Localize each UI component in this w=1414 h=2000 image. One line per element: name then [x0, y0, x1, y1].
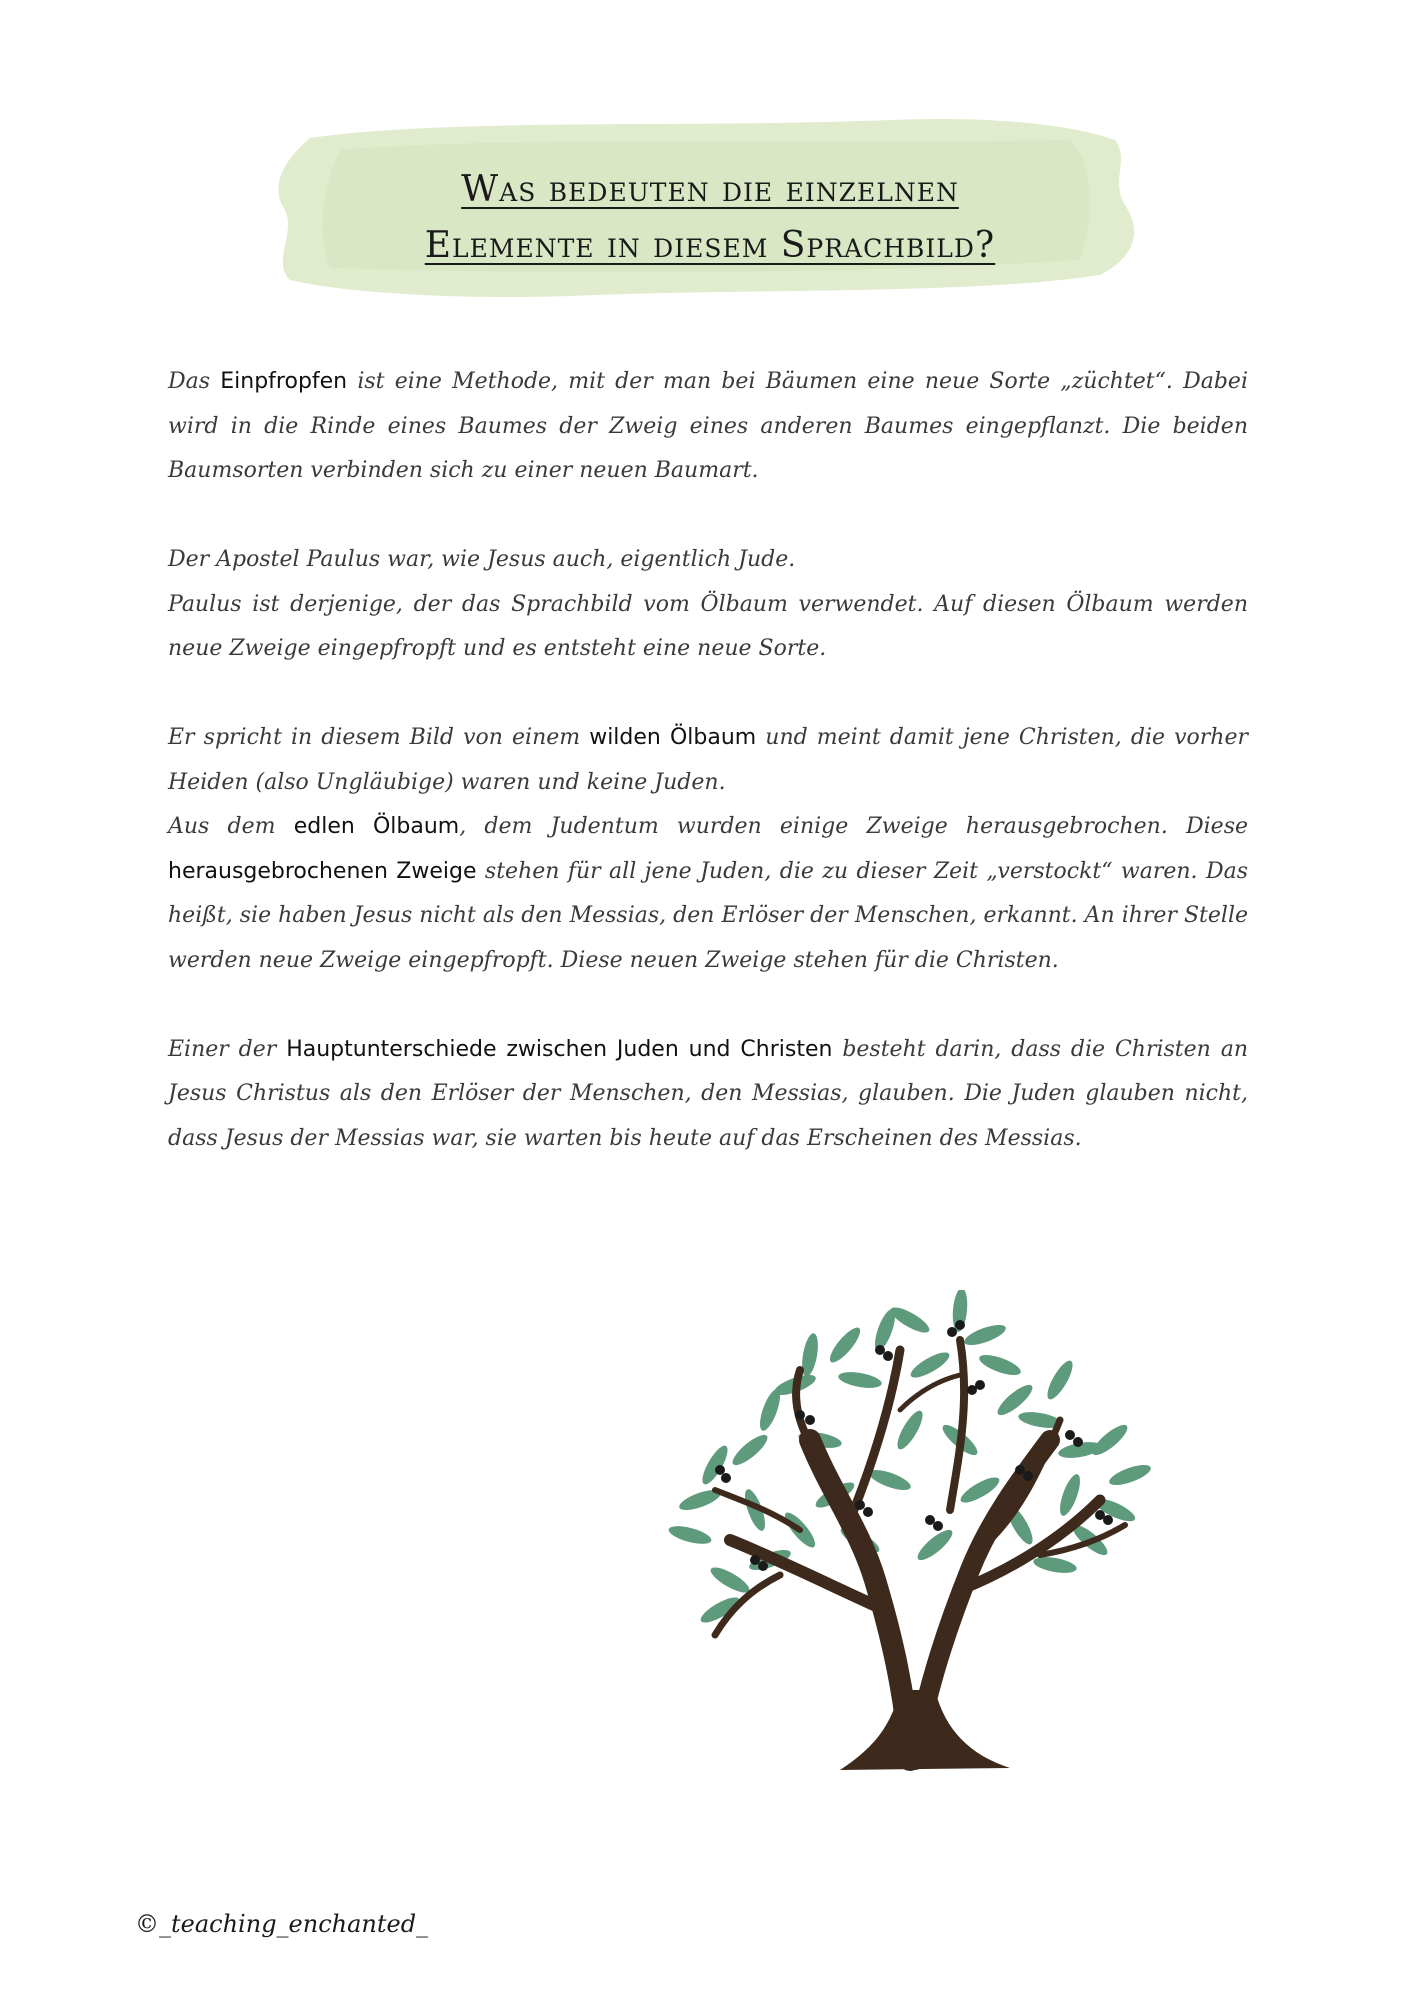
term-hauptunterschiede: Hauptunterschiede zwischen Juden und Christen [286, 1036, 833, 1062]
paragraph-paulus-2: Paulus ist derjenige, der das Sprachbild vom Ölbaum verwendet. Auf diesen Ölbaum werden neue Zweige eingepfropft und es entsteht eine neue Sorte. [168, 591, 1248, 661]
paragraph-einpfropfen [168, 360, 1248, 494]
title-banner [270, 110, 1150, 305]
paragraph-paulus-1: Der Apostel Paulus war, wie Jesus auch, eigentlich Jude. [168, 547, 796, 572]
paragraph-hauptunterschiede [168, 1028, 1248, 1162]
term-herausgebrochene-zweige: herausgebrochenen Zweige [168, 858, 477, 884]
p4-text-before: Einer der [168, 1036, 287, 1062]
title-line-2: Elemente in diesem Sprachbild? [424, 225, 996, 266]
p3b-text-after: stehen für all jene Juden, die zu dieser Zeit „verstockt“ waren. Das heißt, sie haben Jesus nicht als den Messias, den Erlöser der Menschen, erkannt. An ihrer Stelle werden neue Zweige eingepfropft. Diese neuen Zweige stehen für die Christen. [168, 858, 1248, 973]
paragraph-edler-oelbaum [168, 805, 1248, 983]
olive-tree-illustration [660, 1290, 1180, 1790]
leaves [667, 1290, 1153, 1627]
p1-text-after: ist eine Methode, mit der man bei Bäumen eine neue Sorte „züchtet“. Dabei wird in die Rinde eines Baumes der Zweig eines anderen Baumes eingepflanzt. Die beiden Baumsorten verbinden sich zu einer neuen Baumart. [168, 369, 1248, 483]
term-edlen-oelbaum: edlen Ölbaum [293, 814, 460, 839]
paragraph-wilder-oelbaum [168, 716, 1248, 805]
p4-text-after: besteht darin, dass die Christen an Jesus Christus als den Erlöser der Menschen, den Messias, glauben. Die Juden glauben nicht, dass Jesus der Messias war, sie warten bis heute auf das Erscheinen des Messias. [168, 1036, 1249, 1151]
page-title [270, 162, 1150, 274]
body-text [168, 360, 1248, 1206]
term-wilden-oelbaum: wilden Ölbaum [589, 725, 757, 750]
trunk-base [840, 1690, 1010, 1770]
title-line-1: Was bedeuten die einzelnen [461, 169, 959, 210]
p1-text-before: Das [168, 369, 221, 394]
p3b-text-middle: , dem Judentum wurden einige Zweige herausgebrochen. Diese [459, 814, 1249, 839]
p3a-text-before: Er spricht in diesem Bild von einem [168, 725, 590, 750]
copyright-signature: ©_teaching_enchanted_ [135, 1910, 429, 1938]
term-einpfropfen: Einpfropfen [220, 369, 348, 394]
p3a-text-after: und meint damit jene Christen, die vorher Heiden (also Ungläubige) waren und keine Juden. [168, 725, 1248, 795]
p3b-text-before: Aus dem [168, 814, 294, 839]
